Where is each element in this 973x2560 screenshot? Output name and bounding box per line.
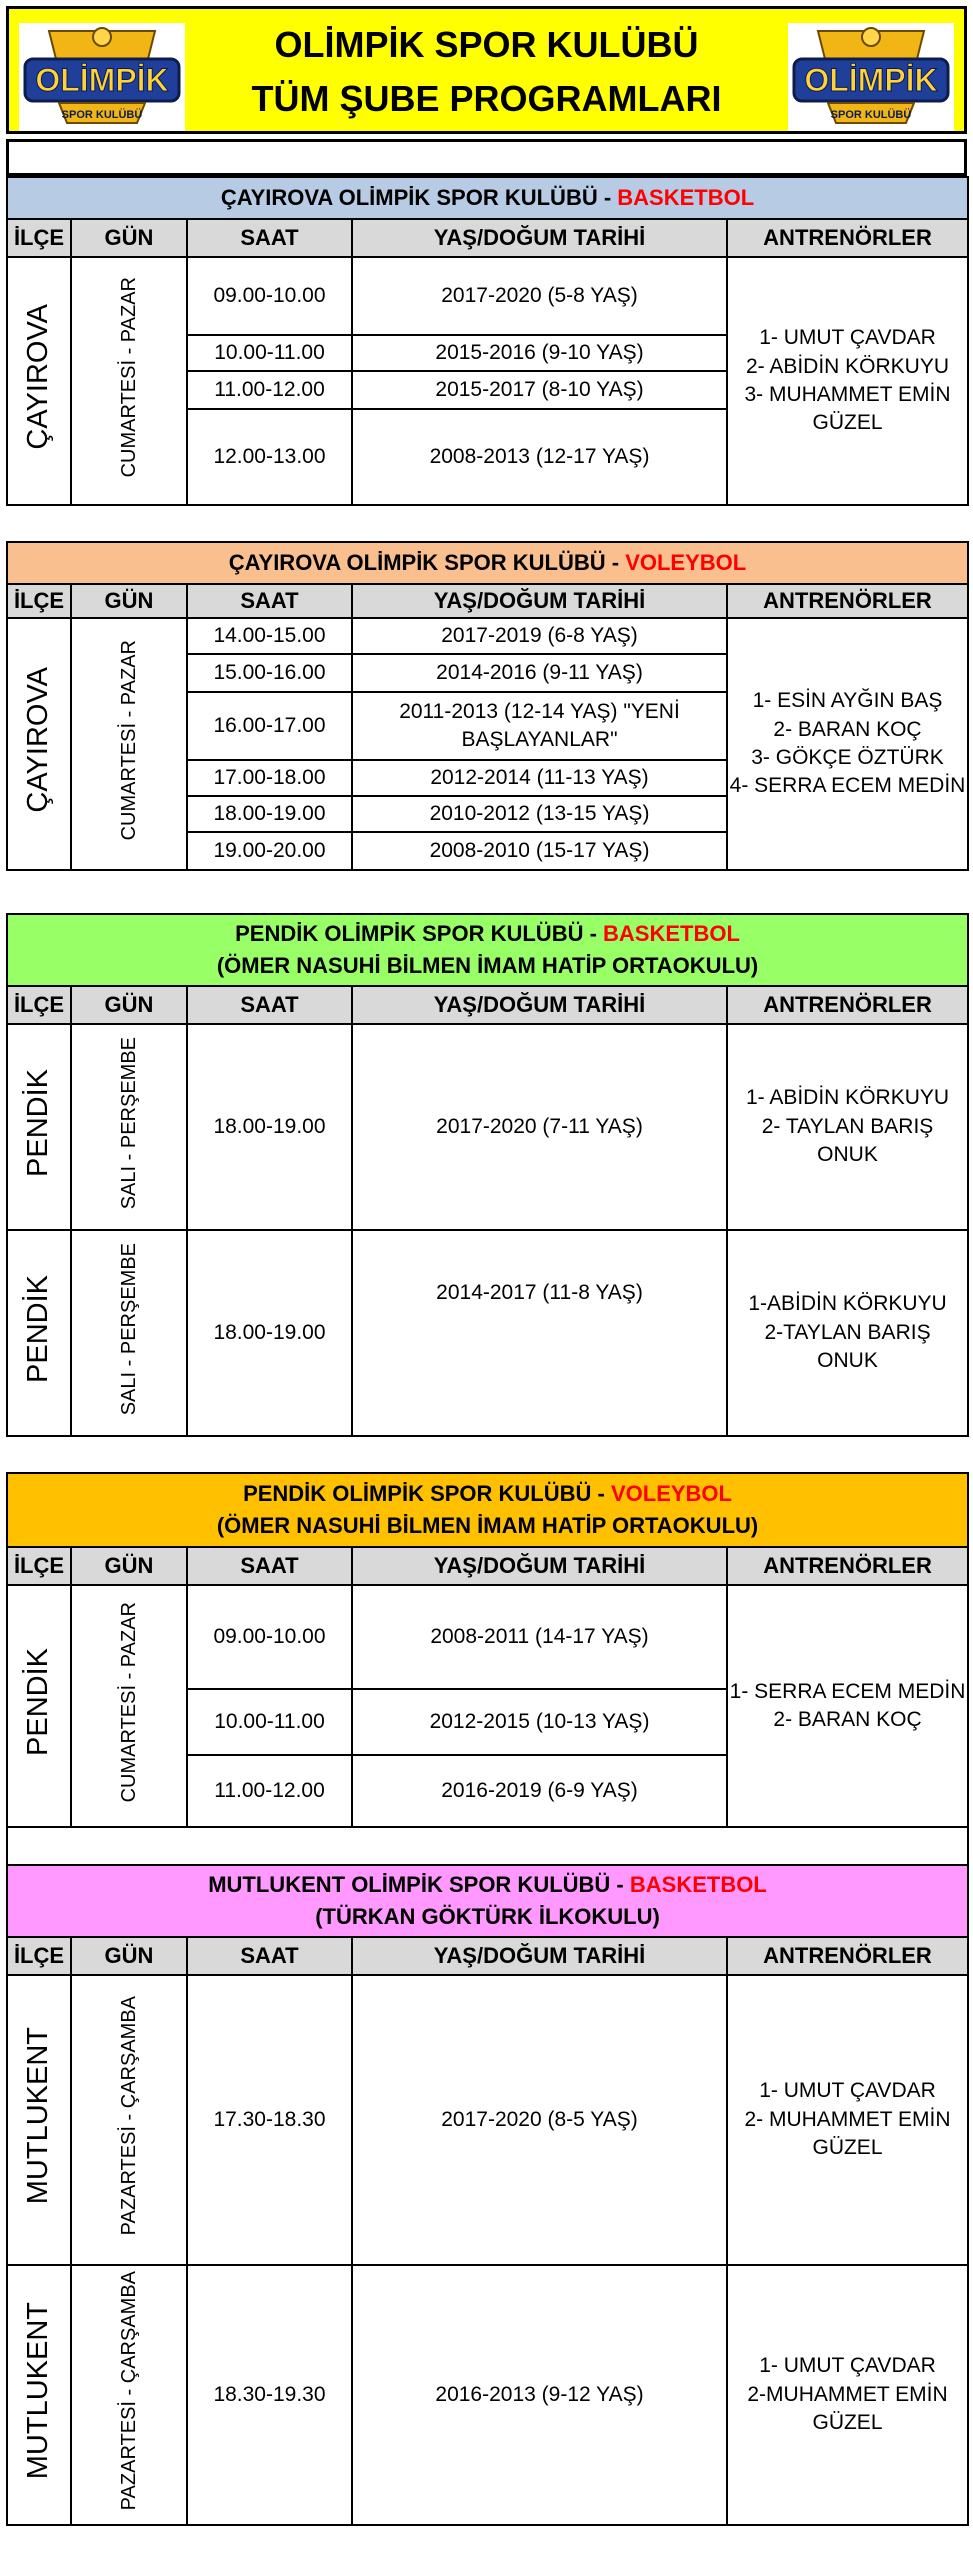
col-header-yas: YAŞ/DOĞUM TARİHİ <box>352 1547 727 1585</box>
ilce-cell <box>7 618 71 870</box>
header-spacer-row <box>6 139 967 176</box>
table-row <box>7 2265 968 2525</box>
col-header-saat: SAAT <box>187 584 352 618</box>
section-pendik-basketbol <box>6 913 969 1437</box>
gun-label: PAZARTESİ - ÇARŞAMBA <box>117 1996 140 2236</box>
yas-cell: 2008-2013 (12-17 YAŞ) <box>352 409 727 505</box>
saat-cell: 18.00-19.00 <box>187 796 352 832</box>
column-header-row <box>7 584 968 618</box>
col-header-yas: YAŞ/DOĞUM TARİHİ <box>352 1937 727 1975</box>
saat-cell: 16.00-17.00 <box>187 692 352 760</box>
sport-name: BASKETBOL <box>617 185 755 211</box>
table-row <box>7 1585 968 1689</box>
saat-cell: 15.00-16.00 <box>187 654 352 692</box>
ilce-cell <box>7 1585 71 1827</box>
section-title <box>7 1865 968 1937</box>
ilce-label: PENDİK <box>22 1647 55 1756</box>
ilce-cell <box>7 257 71 505</box>
saat-cell: 19.00-20.00 <box>187 832 352 870</box>
coaches-cell: 1- UMUT ÇAVDAR 2- MUHAMMET EMİN GÜZEL <box>727 1975 968 2265</box>
table-row <box>7 1975 968 2265</box>
ilce-label: MUTLUKENT <box>22 2302 55 2480</box>
gun-cell <box>71 1024 187 1230</box>
ilce-label: ÇAYIROVA <box>22 304 55 450</box>
gun-label: CUMARTESİ - PAZAR <box>117 276 140 478</box>
ilce-label: PENDİK <box>22 1068 55 1177</box>
yas-cell: 2015-2017 (8-10 YAŞ) <box>352 371 727 409</box>
logo-text: OLİMPİK <box>35 62 169 98</box>
col-header-ilce: İLÇE <box>7 584 71 618</box>
column-header-row <box>7 1937 968 1975</box>
col-header-gun: GÜN <box>71 219 187 257</box>
yas-cell: 2015-2016 (9-10 YAŞ) <box>352 335 727 371</box>
col-header-saat: SAAT <box>187 1937 352 1975</box>
page-title-line1: OLİMPİK SPOR KULÜBÜ <box>274 24 699 65</box>
col-header-yas: YAŞ/DOĞUM TARİHİ <box>352 219 727 257</box>
sport-name: VOLEYBOL <box>625 550 747 576</box>
section-title <box>7 914 968 986</box>
coaches-cell: 1- UMUT ÇAVDAR 2-MUHAMMET EMİN GÜZEL <box>727 2265 968 2525</box>
section-title-row <box>7 1865 968 1937</box>
gun-label: SALI - PERŞEMBE <box>117 1242 140 1415</box>
col-header-gun: GÜN <box>71 1937 187 1975</box>
col-header-ilce: İLÇE <box>7 1547 71 1585</box>
logo-subtext: SPOR KULÜBÜ <box>830 109 912 121</box>
saat-cell: 10.00-11.00 <box>187 335 352 371</box>
gun-label: SALI - PERŞEMBE <box>117 1036 140 1209</box>
yas-cell: 2008-2010 (15-17 YAŞ) <box>352 832 727 870</box>
yas-cell: 2012-2015 (10-13 YAŞ) <box>352 1689 727 1755</box>
saat-cell: 18.00-19.00 <box>187 1024 352 1230</box>
section-title-row <box>7 1473 968 1547</box>
col-header-antrenorler: ANTRENÖRLER <box>727 1547 968 1585</box>
saat-cell: 17.00-18.00 <box>187 760 352 796</box>
table-row <box>7 1024 968 1230</box>
col-header-antrenorler: ANTRENÖRLER <box>727 584 968 618</box>
gun-label: CUMARTESİ - PAZAR <box>117 1601 140 1803</box>
saat-cell: 11.00-12.00 <box>187 371 352 409</box>
section-subtitle: (ÖMER NASUHİ BİLMEN İMAM HATİP ORTAOKULU) <box>216 953 759 978</box>
ilce-cell <box>7 2265 71 2525</box>
section-cayirova-basketbol <box>6 176 969 506</box>
gun-cell <box>71 1975 187 2265</box>
coaches-cell: 1-ABİDİN KÖRKUYU 2-TAYLAN BARIŞ ONUK <box>727 1230 968 1436</box>
club-logo-right <box>788 23 954 131</box>
ilce-label: PENDİK <box>22 1274 55 1383</box>
page-title-line2: TÜM ŞUBE PROGRAMLARI <box>251 78 722 119</box>
gun-cell <box>71 1585 187 1827</box>
sport-name: BASKETBOL <box>603 921 740 947</box>
coaches-cell: 1- ESİN AYĞIN BAŞ 2- BARAN KOÇ 3- GÖKÇE ÖZTÜRK 4- SERRA ECEM MEDİN <box>727 618 968 870</box>
saat-cell: 17.30-18.30 <box>187 1975 352 2265</box>
section-mutlukent-basketbol <box>6 1864 969 2526</box>
section-title-text: ÇAYIROVA OLİMPİK SPOR KULÜBÜ - <box>228 550 626 576</box>
section-title-row <box>7 177 968 219</box>
logo-subtext: SPOR KULÜBÜ <box>61 109 143 121</box>
saat-cell: 10.00-11.00 <box>187 1689 352 1755</box>
section-spacer-row <box>7 1827 968 1865</box>
yas-cell: 2014-2017 (11-8 YAŞ) <box>352 1230 727 1436</box>
col-header-yas: YAŞ/DOĞUM TARİHİ <box>352 986 727 1024</box>
col-header-ilce: İLÇE <box>7 219 71 257</box>
coaches-cell: 1- UMUT ÇAVDAR 2- ABİDİN KÖRKUYU 3- MUHAMMET EMİN GÜZEL <box>727 257 968 505</box>
section-pendik-voleybol <box>6 1472 969 1865</box>
col-header-ilce: İLÇE <box>7 986 71 1024</box>
gun-label: PAZARTESİ - ÇARŞAMBA <box>117 2271 140 2511</box>
table-row <box>7 257 968 335</box>
yas-cell: 2012-2014 (11-13 YAŞ) <box>352 760 727 796</box>
yas-cell: 2010-2012 (13-15 YAŞ) <box>352 796 727 832</box>
coaches-cell: 1- ABİDİN KÖRKUYU 2- TAYLAN BARIŞ ONUK <box>727 1024 968 1230</box>
section-title <box>7 177 968 219</box>
saat-cell: 11.00-12.00 <box>187 1755 352 1827</box>
section-title-text: PENDİK OLİMPİK SPOR KULÜBÜ - <box>235 921 604 947</box>
section-subtitle: (TÜRKAN GÖKTÜRK İLKOKULU) <box>315 1904 660 1929</box>
gun-cell <box>71 257 187 505</box>
col-header-ilce: İLÇE <box>7 1937 71 1975</box>
section-title <box>7 1473 968 1547</box>
table-row <box>7 618 968 654</box>
col-header-saat: SAAT <box>187 219 352 257</box>
saat-cell: 18.30-19.30 <box>187 2265 352 2525</box>
col-header-yas: YAŞ/DOĞUM TARİHİ <box>352 584 727 618</box>
saat-cell: 14.00-15.00 <box>187 618 352 654</box>
yas-cell: 2016-2019 (6-9 YAŞ) <box>352 1755 727 1827</box>
yas-cell: 2017-2019 (6-8 YAŞ) <box>352 618 727 654</box>
table-row <box>7 1230 968 1436</box>
column-header-row <box>7 219 968 257</box>
gun-cell <box>71 2265 187 2525</box>
logo-text: OLİMPİK <box>804 62 938 98</box>
empty-spacer-cell <box>7 1827 968 1865</box>
section-title <box>7 542 968 584</box>
ilce-cell <box>7 1024 71 1230</box>
ilce-label: ÇAYIROVA <box>22 667 55 813</box>
section-title-text: MUTLUKENT OLİMPİK SPOR KULÜBÜ - <box>208 1872 630 1898</box>
gun-label: CUMARTESİ - PAZAR <box>117 639 140 841</box>
yas-cell: 2017-2020 (7-11 YAŞ) <box>352 1024 727 1230</box>
col-header-antrenorler: ANTRENÖRLER <box>727 986 968 1024</box>
sport-name: BASKETBOL <box>629 1872 767 1898</box>
section-title-row <box>7 914 968 986</box>
section-subtitle: (ÖMER NASUHİ BİLMEN İMAM HATİP ORTAOKULU) <box>216 1513 759 1538</box>
yas-cell: 2016-2013 (9-12 YAŞ) <box>352 2265 727 2525</box>
ilce-cell <box>7 1230 71 1436</box>
yas-cell: 2017-2020 (5-8 YAŞ) <box>352 257 727 335</box>
ilce-label: MUTLUKENT <box>22 2027 55 2205</box>
col-header-gun: GÜN <box>71 584 187 618</box>
col-header-saat: SAAT <box>187 1547 352 1585</box>
section-title-text: ÇAYIROVA OLİMPİK SPOR KULÜBÜ - <box>220 185 618 211</box>
gun-cell <box>71 618 187 870</box>
sport-name: VOLEYBOL <box>610 1481 732 1507</box>
col-header-gun: GÜN <box>71 1547 187 1585</box>
col-header-antrenorler: ANTRENÖRLER <box>727 1937 968 1975</box>
section-cayirova-voleybol <box>6 541 969 871</box>
yas-cell: 2014-2016 (9-11 YAŞ) <box>352 654 727 692</box>
coaches-cell: 1- SERRA ECEM MEDİN 2- BARAN KOÇ <box>727 1585 968 1827</box>
section-title-text: PENDİK OLİMPİK SPOR KULÜBÜ - <box>243 1481 611 1507</box>
saat-cell: 09.00-10.00 <box>187 1585 352 1689</box>
saat-cell: 18.00-19.00 <box>187 1230 352 1436</box>
yas-cell: 2008-2011 (14-17 YAŞ) <box>352 1585 727 1689</box>
saat-cell: 09.00-10.00 <box>187 257 352 335</box>
ilce-cell <box>7 1975 71 2265</box>
saat-cell: 12.00-13.00 <box>187 409 352 505</box>
yas-cell: 2011-2013 (12-14 YAŞ) "YENİ BAŞLAYANLAR" <box>352 692 727 760</box>
col-header-gun: GÜN <box>71 986 187 1024</box>
section-title-row <box>7 542 968 584</box>
gun-cell <box>71 1230 187 1436</box>
col-header-saat: SAAT <box>187 986 352 1024</box>
col-header-antrenorler: ANTRENÖRLER <box>727 219 968 257</box>
page-header <box>6 6 967 134</box>
yas-cell: 2017-2020 (8-5 YAŞ) <box>352 1975 727 2265</box>
column-header-row <box>7 986 968 1024</box>
column-header-row <box>7 1547 968 1585</box>
